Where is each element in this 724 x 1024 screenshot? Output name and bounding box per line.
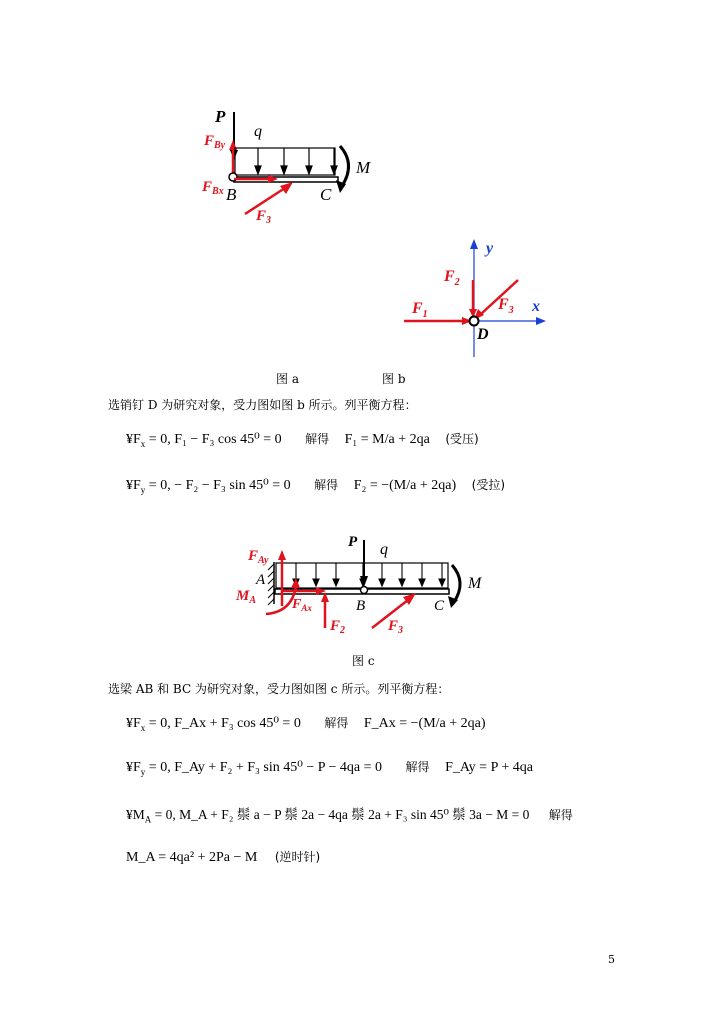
label-a: A (256, 572, 266, 588)
distributed-load-arrows (255, 148, 337, 174)
hinge-b-c (361, 587, 368, 594)
label-f2: $F_2$ (444, 268, 460, 288)
equation-2-lhs: ¥F (126, 478, 141, 493)
equation-1-lhs: ¥F (126, 432, 141, 447)
equation-6-result: M_A = 4qa² + 2Pa − M (126, 850, 258, 865)
equation-1-body: = 0, F₁ − F₃ cos 45⁰ = 0 (145, 432, 282, 447)
equation-2-sub: y (140, 484, 146, 495)
caption-figure-b: 图 b (382, 372, 406, 386)
equation-1 (126, 430, 479, 449)
equation-2 (126, 476, 505, 495)
caption-figure-a: 图 a (276, 372, 299, 386)
equation-2-body: = 0, − F₂ − F₃ sin 45⁰ = 0 (145, 478, 291, 493)
equation-4-lhs: ¥F (126, 760, 141, 775)
equation-3-lhs: ¥F (126, 716, 141, 731)
label-f2-c: $F_2$ (330, 618, 346, 636)
label-fby: $F_{By}$ (204, 133, 226, 151)
label-m: M (356, 158, 371, 177)
equation-2-solve: 解得 (314, 478, 339, 492)
equation-1-solve: 解得 (305, 432, 330, 446)
equation-4-sub: y (140, 766, 146, 777)
equation-1-result: F₁ = M/a + 2qa (344, 432, 430, 447)
label-c: C (320, 185, 332, 204)
label-b-c: B (356, 598, 366, 614)
label-fay: $F_{Ay}$ (248, 548, 269, 566)
label-x: x (532, 298, 540, 315)
equation-5-body: = 0, M_A + F₂ 鬃 a − P 鬃 2a − 4qa 鬃 2a + F₃ sin 45⁰ 鬃 3a − M = 0 (151, 807, 530, 822)
y-axis-arrowhead (470, 239, 478, 249)
equation-4-solve: 解得 (405, 760, 430, 774)
equation-4-result: F_Ay = P + 4qa (445, 760, 533, 775)
label-p: P (215, 107, 226, 126)
label-ma: $M_A$ (236, 588, 257, 606)
equation-1-note: (受压) (445, 432, 479, 446)
equation-6 (126, 848, 320, 866)
caption-figure-c: 图 c (352, 654, 375, 668)
x-axis-arrowhead (536, 317, 546, 325)
page-number: 5 (608, 953, 615, 966)
label-fax: $F_{Ax}$ (292, 597, 312, 613)
equation-3 (126, 714, 486, 733)
wall-hatch (268, 564, 274, 605)
label-c-c: C (434, 598, 445, 614)
paragraph-pin-d: 选销钉 D 为研究对象，受力图如图 b 所示。列平衡方程： (108, 398, 417, 412)
label-f3: $F_3$ (256, 208, 272, 226)
label-fbx: $F_{Bx}$ (202, 179, 224, 197)
label-q-c: q (380, 541, 388, 558)
equation-5-sub: A (144, 814, 152, 825)
label-b: B (226, 185, 237, 204)
label-f3-c: $F_3$ (388, 618, 404, 636)
figure-b (400, 235, 560, 360)
figure-a (190, 100, 390, 230)
equation-2-note: (受拉) (471, 478, 506, 492)
distributed-load-arrows-c (293, 563, 445, 586)
equation-2-result: F₂ = −(M/a + 2qa) (353, 478, 457, 493)
equation-5-lhs: ¥M (126, 807, 145, 822)
label-d: D (477, 326, 489, 343)
equation-3-body: = 0, F_Ax + F₃ cos 45⁰ = 0 (145, 716, 301, 731)
label-f3-b: $F_3$ (498, 296, 514, 316)
label-f1: $F_1$ (412, 300, 428, 320)
equation-5-solve: 解得 (548, 808, 573, 822)
equation-5 (126, 803, 573, 825)
f3-arrowhead (280, 182, 293, 194)
label-m-c: M (468, 575, 482, 592)
equation-4 (126, 758, 533, 777)
moment-m-arc (340, 146, 349, 186)
pin-d (470, 317, 479, 326)
equation-3-solve: 解得 (324, 716, 349, 730)
moment-m-arc-c (452, 565, 460, 602)
fay-arrowhead (278, 550, 286, 560)
equation-1-sub: x (140, 438, 146, 449)
paragraph-beam-ab-bc: 选梁 AB 和 BC 为研究对象，受力图如图 c 所示。列平衡方程： (108, 682, 450, 696)
equation-3-sub: x (140, 722, 146, 733)
label-y: y (486, 240, 494, 257)
equation-4-body: = 0, F_Ay + F₂ + F₃ sin 45⁰ − P − 4qa = 0 (145, 760, 383, 775)
label-p-c: P (348, 534, 358, 550)
figure-c (230, 530, 490, 640)
equation-3-result: F_Ax = −(M/a + 2qa) (363, 716, 486, 731)
equation-6-note: (逆时针) (274, 850, 321, 864)
label-q: q (254, 123, 262, 140)
